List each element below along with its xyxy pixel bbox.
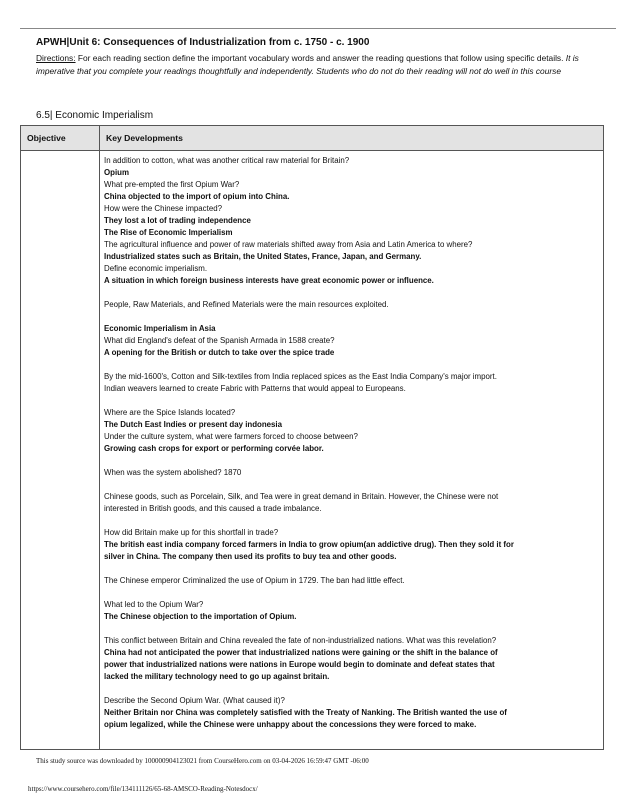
prompt-line: When was the system abolished? 1870: [104, 468, 242, 477]
prompt-line: The agricultural influence and power of raw materials shifted away from Asia and Latin America to where?: [104, 240, 473, 249]
answer-line: China objected to the import of opium into China.: [104, 192, 290, 201]
answer-line: They lost a lot of trading independence: [104, 216, 251, 225]
prompt-line: The Chinese emperor Criminalized the use of Opium in 1729. The ban had little effect.: [104, 576, 405, 585]
answer-line: The Chinese objection to the importation of Opium.: [104, 612, 297, 621]
prompt-line: In addition to cotton, what was another critical raw material for Britain?: [104, 156, 350, 165]
answer-line: lacked the military technology need to go up against britain.: [104, 672, 330, 681]
objective-column-header: Objective: [21, 126, 100, 150]
top-divider: [20, 28, 616, 29]
prompt-line: Define economic imperialism.: [104, 264, 208, 273]
answer-line: The Dutch East Indies or present day indonesia: [104, 420, 283, 429]
directions-label: Directions:: [36, 53, 76, 63]
directions-paragraph: [36, 52, 596, 78]
prompt-line: By the mid-1600's, Cotton and Silk-textiles from India replaced spices as the East India Company's major import.: [104, 372, 497, 381]
answer-line: Industrialized states such as Britain, the United States, France, Japan, and Germany.: [104, 252, 422, 261]
paragraph-gap: [104, 587, 597, 599]
prompt-line: How did Britain make up for this shortfall in trade?: [104, 528, 279, 537]
answer-line: silver in China. The company then used its profits to buy tea and other goods.: [104, 552, 397, 561]
prompt-line: This conflict between Britain and China revealed the fate of non-industrialized nations. What was this revelation?: [104, 636, 497, 645]
answer-line: power that industrialized nations were nations in Europe would begin to dominate and defeat states that: [104, 660, 495, 669]
paragraph-gap: [104, 455, 597, 467]
download-source-note: This study source was downloaded by 100000904123021 from CourseHero.com on 03-04-2026 16:59:47 GMT -06:00: [36, 757, 369, 765]
prompt-line: What did England's defeat of the Spanish Armada in 1588 create?: [104, 336, 335, 345]
answer-line: The british east india company forced farmers in India to grow opium(an addictive drug). Then they sold it for: [104, 540, 514, 549]
paragraph-gap: [104, 479, 597, 491]
paragraph-gap: [104, 311, 597, 323]
prompt-line: Chinese goods, such as Porcelain, Silk, and Tea were in great demand in Britain. However, the Chinese were not: [104, 492, 499, 501]
answer-line: Economic Imperialism in Asia: [104, 324, 216, 333]
answer-line: Growing cash crops for export or performing corvée labor.: [104, 444, 324, 453]
prompt-line: What led to the Opium War?: [104, 600, 204, 609]
table-header-row: [21, 126, 603, 151]
prompt-line: Indian weavers learned to create Fabric with Patterns that would appeal to Europeans.: [104, 384, 406, 393]
section-title: 6.5| Economic Imperialism: [36, 110, 154, 121]
paragraph-gap: [104, 287, 597, 299]
page-title: APWH|Unit 6: Consequences of Industrialization from c. 1750 - c. 1900: [36, 37, 370, 48]
directions-text: For each reading section define the important vocabulary words and answer the reading questions that follow using specific details.: [75, 53, 566, 63]
paragraph-gap: [104, 563, 597, 575]
key-developments-column-header: Key Developments: [106, 133, 183, 143]
paragraph-gap: [104, 683, 597, 695]
answer-line: Neither Britain nor China was completely satisfied with the Treaty of Nanking. The British wanted the use of: [104, 708, 507, 717]
objective-cell: [21, 151, 100, 750]
prompt-line: People, Raw Materials, and Refined Materials were the main resources exploited.: [104, 300, 389, 309]
source-url: https://www.coursehero.com/file/134111126/65-68-AMSCO-Reading-Notesdocx/: [28, 785, 258, 793]
directions-italic: It is imperative that you complete your readings thoughtfully and independently. Students who do not do their reading will not do well in this course: [36, 53, 579, 76]
answer-line: China had not anticipated the power that industrialized nations were gaining or the shift in the balance of: [104, 648, 498, 657]
prompt-line: Where are the Spice Islands located?: [104, 408, 236, 417]
table-row: [21, 151, 603, 750]
answer-line: opium legalized, while the Chinese were unhappy about the concessions they were forced to make.: [104, 720, 477, 729]
answer-line: Opium: [104, 168, 129, 177]
prompt-line: What pre-empted the first Opium War?: [104, 180, 240, 189]
answer-line: The Rise of Economic Imperialism: [104, 228, 233, 237]
answer-line: A opening for the British or dutch to take over the spice trade: [104, 348, 335, 357]
document-header: [36, 36, 596, 78]
paragraph-gap: [104, 359, 597, 371]
prompt-line: Under the culture system, what were farmers forced to choose between?: [104, 432, 358, 441]
paragraph-gap: [104, 515, 597, 527]
prompt-line: How were the Chinese impacted?: [104, 204, 222, 213]
prompt-line: Describe the Second Opium War. (What caused it)?: [104, 696, 285, 705]
key-developments-cell: [100, 151, 603, 750]
paragraph-gap: [104, 395, 597, 407]
notes-table: [20, 125, 604, 750]
answer-line: A situation in which foreign business interests have great economic power or influence.: [104, 276, 434, 285]
prompt-line: interested in British goods, and this caused a trade imbalance.: [104, 504, 322, 513]
paragraph-gap: [104, 623, 597, 635]
